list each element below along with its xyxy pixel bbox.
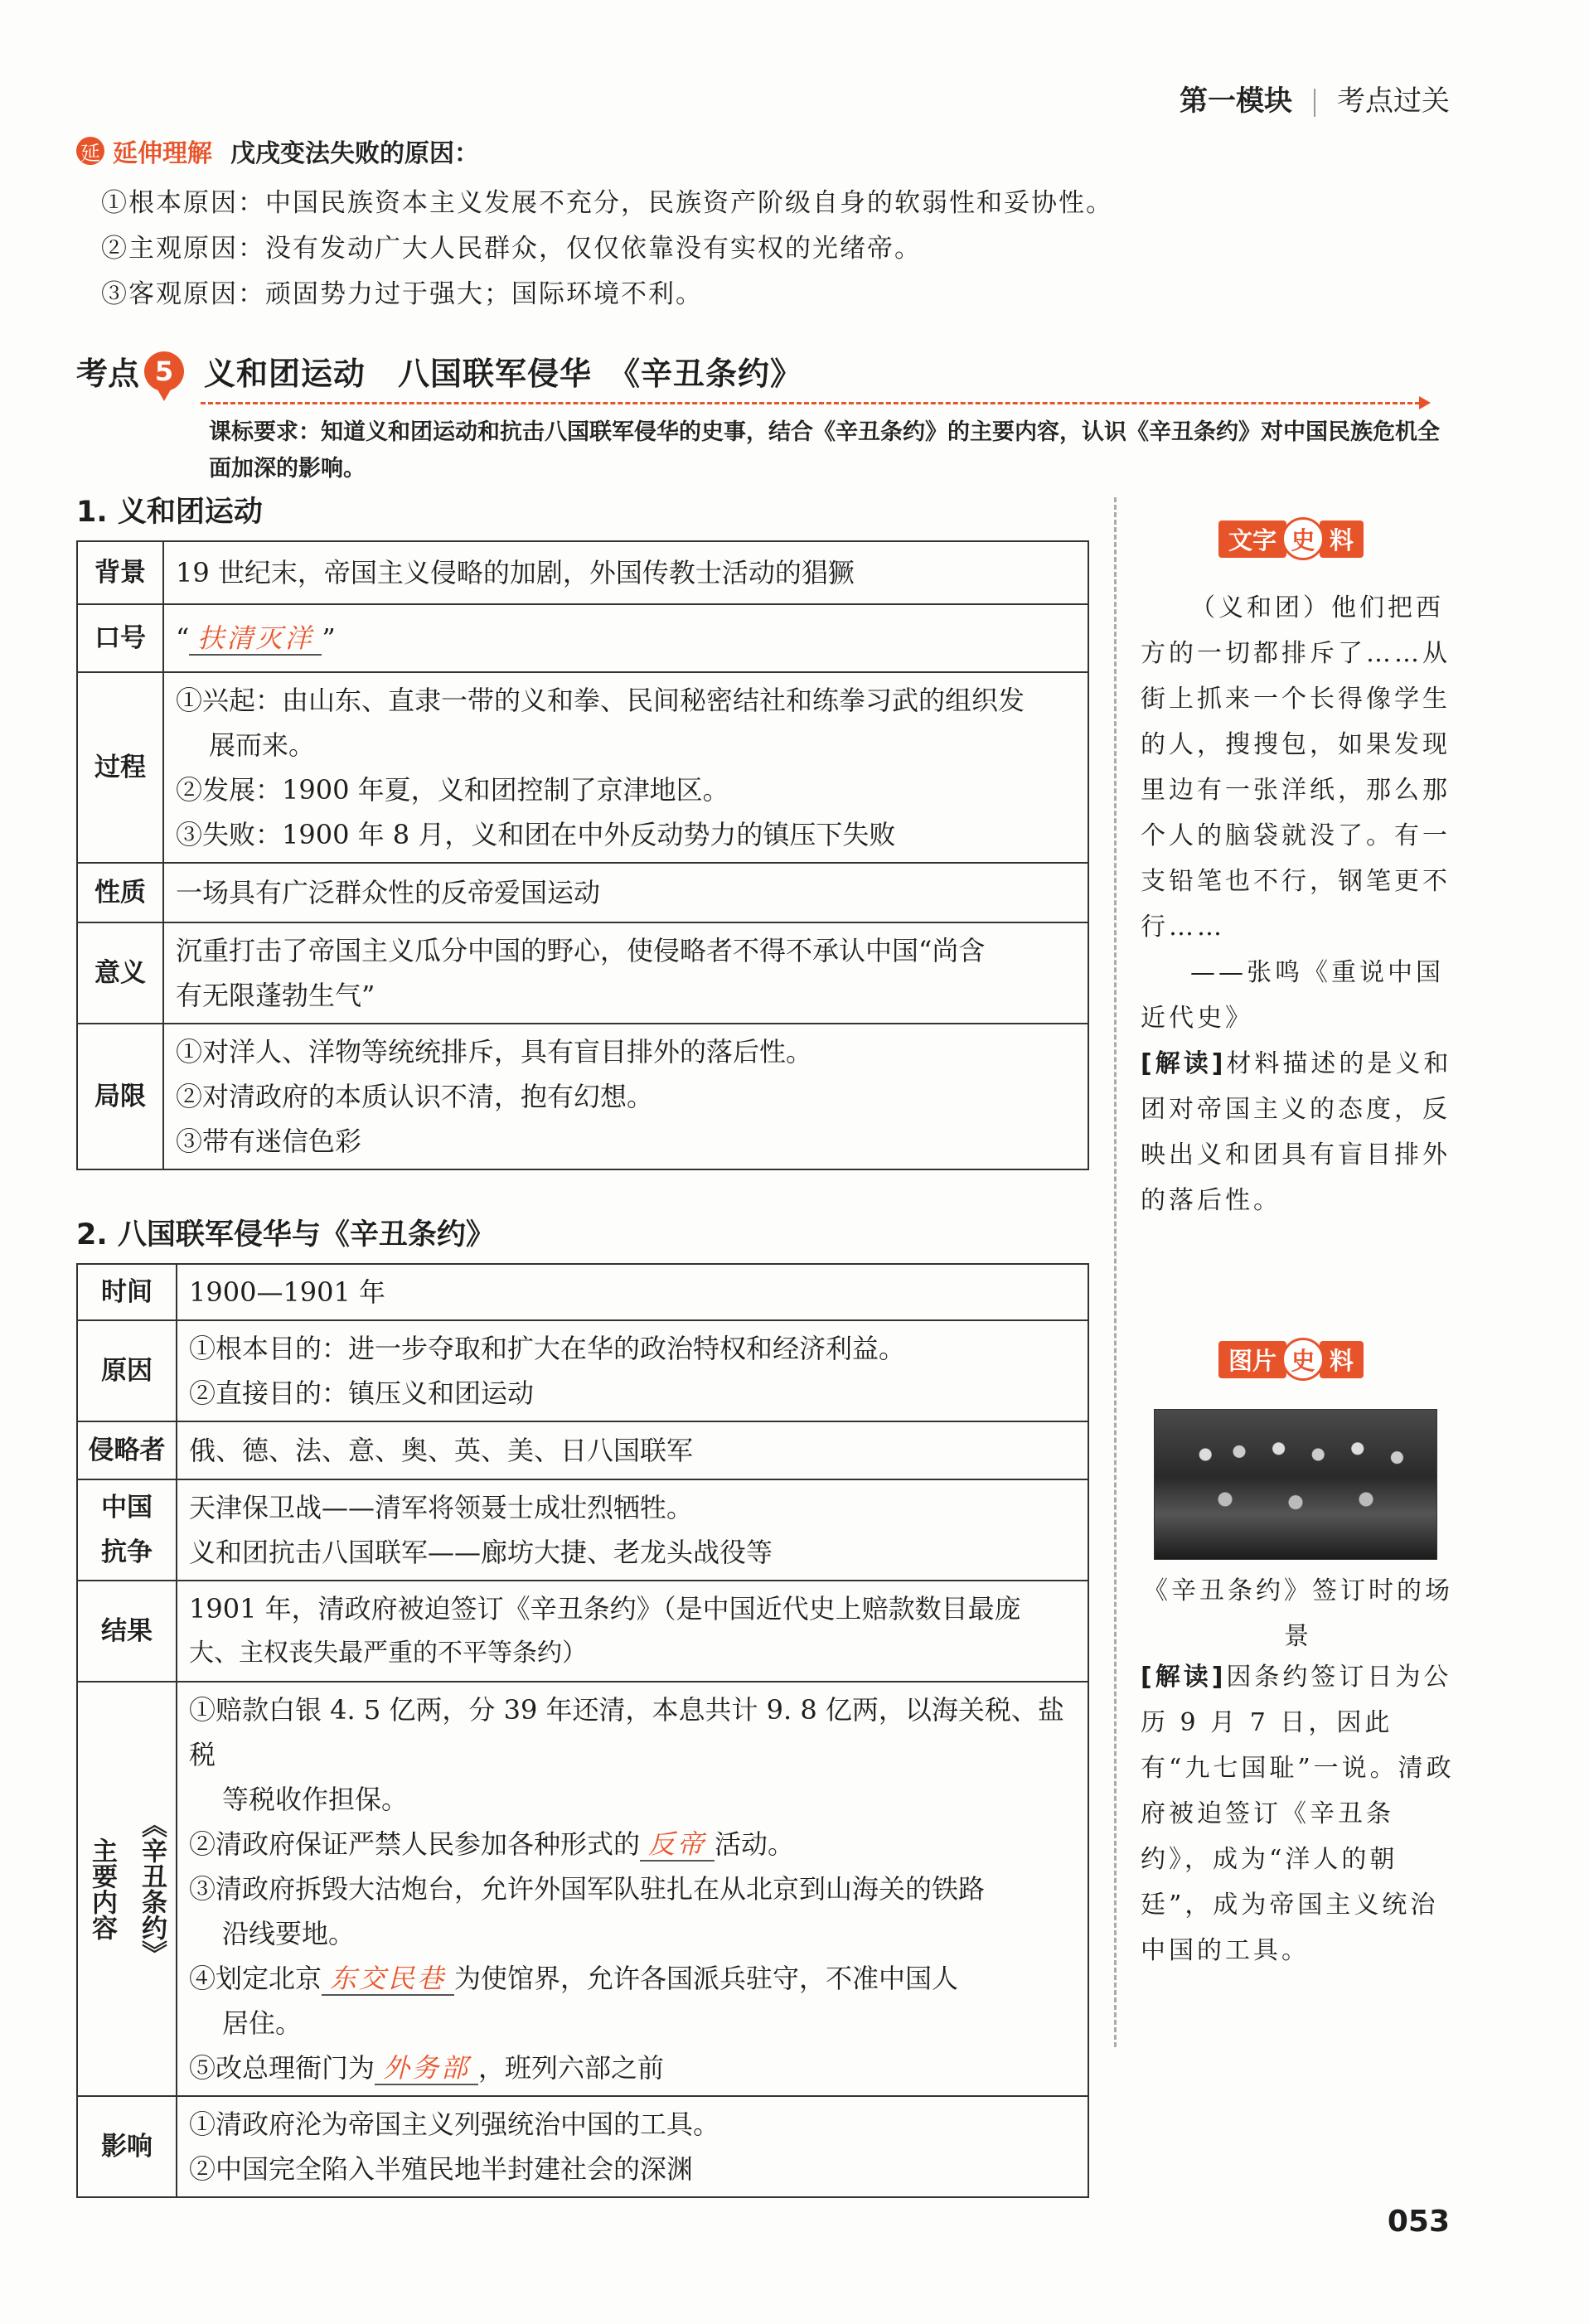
eight-nation-table bbox=[76, 1263, 1089, 2198]
row-value: 天津保卫战——清军将领聂士成壮烈牺牲。 义和团抗击八国联军——廊坊大捷、老龙头战役等 bbox=[177, 1479, 1088, 1581]
row-key: 侵略者 bbox=[77, 1421, 177, 1479]
table-row bbox=[77, 2096, 1088, 2197]
section-label: 考点过关 bbox=[1337, 85, 1450, 118]
extension-item: ②主观原因：没有发动广大人民群众，仅仅依靠没有实权的光绪帝。 bbox=[101, 234, 922, 264]
row-key: 口号 bbox=[77, 604, 163, 672]
history-icon: 史 bbox=[1281, 1338, 1325, 1381]
row-value: ①清政府沦为帝国主义列强统治中国的工具。 ②中国完全陷入半殖民地半封建社会的深渊 bbox=[177, 2096, 1088, 2197]
row-key: 过程 bbox=[77, 672, 163, 863]
extension-title: 戊戌变法失败的原因： bbox=[230, 139, 479, 168]
boxer-movement-table bbox=[76, 540, 1089, 1170]
row-key: 中国 抗争 bbox=[77, 1479, 177, 1581]
row-value: 19 世纪末，帝国主义侵略的加剧，外国传教士活动的猖獗 bbox=[163, 541, 1088, 604]
extension-tag: 延伸理解 bbox=[113, 139, 212, 168]
table-row bbox=[77, 604, 1088, 672]
row-key-part: 主要内容 bbox=[87, 1837, 117, 1940]
row-key bbox=[77, 1682, 177, 2096]
answer-blank: 外务部 bbox=[375, 2052, 478, 2085]
row-key: 影响 bbox=[77, 2096, 177, 2197]
kaodian-label: 考点 bbox=[76, 356, 140, 392]
row-value: 1900—1901 年 bbox=[177, 1264, 1088, 1320]
answer-blank: 东交民巷 bbox=[322, 1963, 454, 1996]
treaty-signing-photo bbox=[1154, 1409, 1437, 1560]
kaodian-title: 义和团运动 八国联军侵华 《辛丑条约》 bbox=[204, 356, 803, 392]
header-divider bbox=[1314, 89, 1315, 117]
curriculum-requirement: 课标要求：知道义和团运动和抗击八国联军侵华的史事，结合《辛丑条约》的主要内容，认识《辛丑条约》对中国民族危机全面加深的影响。 bbox=[209, 419, 1440, 482]
table-row bbox=[77, 922, 1088, 1024]
table-row bbox=[77, 1024, 1088, 1169]
table-row bbox=[77, 541, 1088, 604]
row-key: 时间 bbox=[77, 1264, 177, 1320]
answer-blank: 反帝 bbox=[640, 1828, 715, 1862]
row-key: 局限 bbox=[77, 1024, 163, 1169]
row-value: ①对洋人、洋物等统统排斥，具有盲目排外的落后性。 ②对清政府的本质认识不清，抱有幻想。 ③带有迷信色彩 bbox=[163, 1024, 1088, 1169]
row-value: “ 扶清灭洋 ” bbox=[163, 604, 1088, 672]
picture-source-badge: 图片 史 料 bbox=[1218, 1338, 1364, 1381]
history-icon: 史 bbox=[1281, 517, 1325, 560]
answer-blank: 扶清灭洋 bbox=[189, 622, 322, 656]
row-key: 意义 bbox=[77, 922, 163, 1024]
table-row bbox=[77, 1479, 1088, 1581]
table-row bbox=[77, 1264, 1088, 1320]
dashed-arrow-divider bbox=[201, 402, 1427, 404]
section1-title: 1. 义和团运动 bbox=[76, 496, 263, 529]
kaodian-number-icon: 5 bbox=[144, 351, 184, 391]
table-row bbox=[77, 1581, 1088, 1682]
extension-block bbox=[76, 133, 1154, 317]
module-label: 第一模块 bbox=[1180, 85, 1292, 118]
table-row bbox=[77, 1421, 1088, 1479]
kaodian-heading bbox=[76, 348, 1452, 487]
table-row bbox=[77, 1320, 1088, 1421]
row-value: 沉重打击了帝国主义瓜分中国的野心，使侵略者不得不承认中国“尚含 有无限蓬勃生气” bbox=[163, 922, 1088, 1024]
row-key: 结果 bbox=[77, 1581, 177, 1682]
section2-title: 2. 八国联军侵华与《辛丑条约》 bbox=[76, 1218, 495, 1252]
picture-interpretation: [解读]因条约签订日为公历 9 月 7 日，因此有“九七国耻”一说。清政府被迫签订《辛丑条约》，成为“洋人的朝廷”，成为帝国主义统治中国的工具。 bbox=[1141, 1663, 1455, 1965]
row-key-part: 《辛丑条约》 bbox=[137, 1812, 167, 1966]
row-value: 1901 年，清政府被迫签订《辛丑条约》（是中国近代史上赔款数目最庞 大、主权丧失最严重的不平等条约） bbox=[177, 1581, 1088, 1682]
source-quote: （义和团）他们把西方的一切都排斥了……从街上抓来一个长得像学生的人，搜搜包，如果发现里边有一张洋纸，那么那个人的脑袋就没了。有一支铅笔也不行，钢笔更不行…… bbox=[1141, 593, 1451, 942]
text-source-badge: 文字 史 料 bbox=[1218, 517, 1364, 560]
row-key: 原因 bbox=[77, 1320, 177, 1421]
photo-caption: 《辛丑条约》签订时的场景 bbox=[1143, 1576, 1453, 1651]
extension-icon: 延 bbox=[76, 137, 104, 165]
source-citation: ——张鸣《重说中国近代史》 bbox=[1141, 958, 1444, 1033]
table-row bbox=[77, 672, 1088, 863]
extension-item: ①根本原因：中国民族资本主义发展不充分，民族资产阶级自身的软弱性和妥协性。 bbox=[101, 188, 1113, 218]
row-value: ①根本目的：进一步夺取和扩大在华的政治特权和经济利益。 ②直接目的：镇压义和团运动 bbox=[177, 1320, 1088, 1421]
text-source-block bbox=[1141, 585, 1456, 1223]
row-value: 俄、德、法、意、奥、英、美、日八国联军 bbox=[177, 1421, 1088, 1479]
row-key: 背景 bbox=[77, 541, 163, 604]
row-key: 性质 bbox=[77, 863, 163, 922]
running-header bbox=[1180, 78, 1450, 119]
page-number: 053 bbox=[1387, 2205, 1450, 2239]
column-divider bbox=[1114, 497, 1117, 2047]
table-row bbox=[77, 863, 1088, 922]
table-row bbox=[77, 1682, 1088, 2096]
row-value: ①兴起：由山东、直隶一带的义和拳、民间秘密结社和练拳习武的组织发 展而来。 ②发展：1900 年夏，义和团控制了京津地区。 ③失败：1900 年 8 月，义和团在中外反动势力的镇压下失败 bbox=[163, 672, 1088, 863]
extension-item: ③客观原因：顽固势力过于强大；国际环境不利。 bbox=[101, 279, 703, 309]
source-interpretation: [解读]材料描述的是义和团对帝国主义的态度，反映出义和团具有盲目排外的落后性。 bbox=[1141, 1049, 1452, 1215]
row-value: ①赔款白银 4. 5 亿两，分 39 年还清，本息共计 9. 8 亿两，以海关税、盐税 等税收作担保。 ②清政府保证严禁人民参加各种形式的 反帝 活动。 ③清政府拆毁大沽炮台，允许外国军队驻扎在从北京到山海关的铁路 沿线要地。 ④划定北京 东交民巷 为使馆界，允许各国派兵驻守，不准中国人 居住。 ⑤改总理衙门为 外务部 ，班列六部之前 bbox=[177, 1682, 1088, 2096]
row-value: 一场具有广泛群众性的反帝爱国运动 bbox=[163, 863, 1088, 922]
